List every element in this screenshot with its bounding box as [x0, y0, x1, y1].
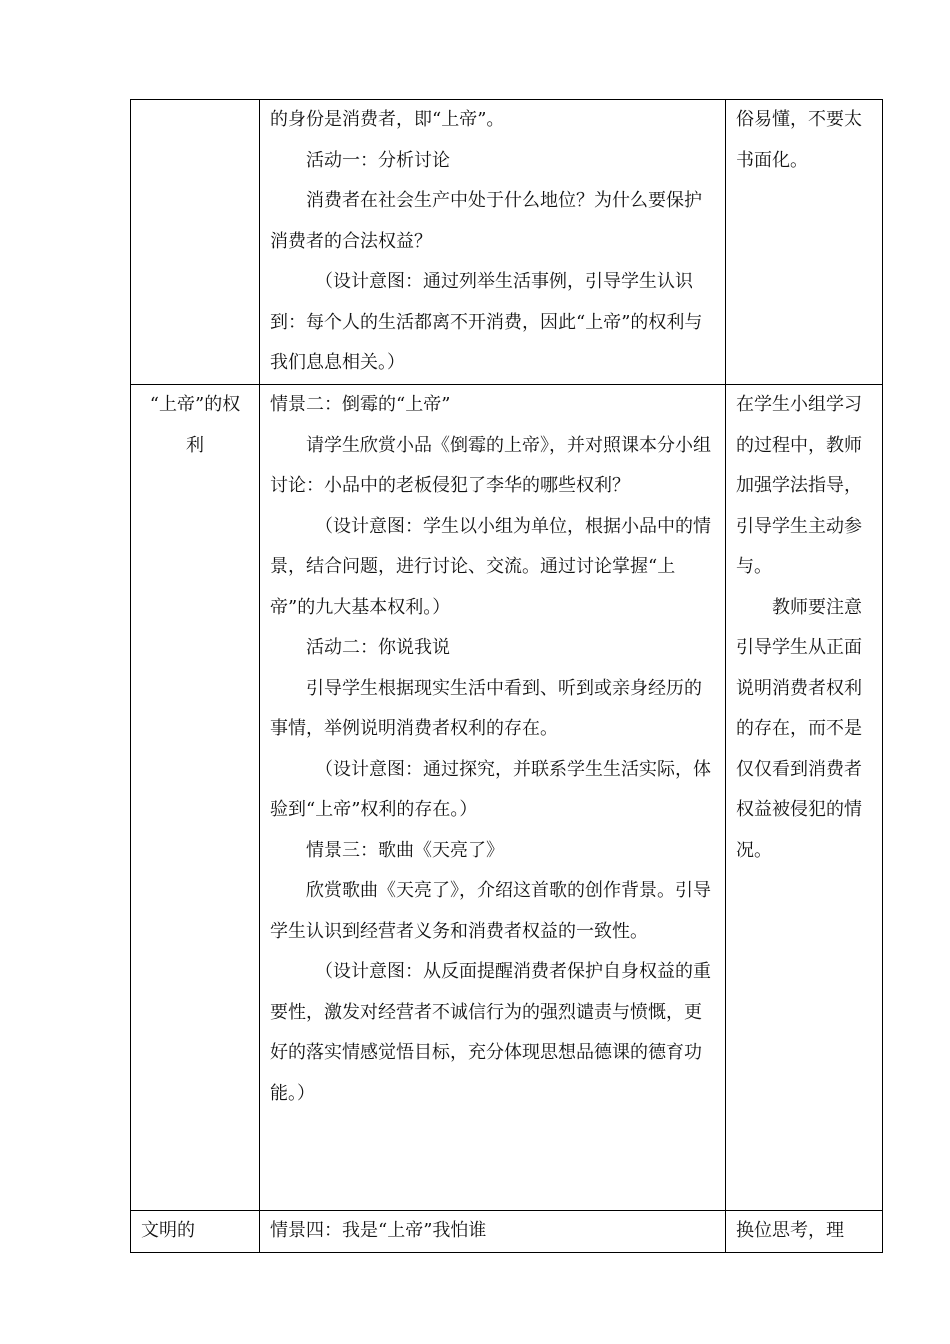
note-cell [726, 385, 883, 1211]
scenario-heading: 情景四：我是“上帝”我怕谁 [270, 1220, 487, 1241]
content-paragraph: 引导学生根据现实生活中看到、听到或亲身经历的事情，举例说明消费者权利的存在。 [270, 677, 702, 739]
note-paragraph: 俗易懂，不要太书面化。 [736, 109, 862, 171]
topic-cell: “上帝”的权利 [131, 385, 260, 1211]
scenario-heading: 情景三：歌曲《天亮了》 [306, 839, 504, 861]
design-intent-paragraph: （设计意图：从反面提醒消费者保护自身权益的重要性，激发对经营者不诚信行为的强烈谴责与愤慨，更好的落实情感觉悟目标，充分体现思想品德课的德育功能。） [270, 961, 711, 1104]
table-row [131, 1211, 883, 1253]
note-cell [726, 1211, 883, 1253]
note-paragraph: 教师要注意引导学生从正面说明消费者权利的存在，而不是仅仅看到消费者权益被侵犯的情况。 [736, 596, 862, 861]
topic-cell [131, 100, 260, 385]
content-paragraph: 活动一：分析讨论 [306, 149, 450, 171]
content-paragraph: 的身份是消费者，即“上帝”。 [270, 109, 505, 130]
design-intent-paragraph: （设计意图：学生以小组为单位，根据小品中的情景，结合问题，进行讨论、交流。通过讨论掌握“上帝”的九大基本权利。） [270, 515, 711, 618]
content-paragraph: 请学生欣赏小品《倒霉的上帝》，并对照课本分小组讨论：小品中的老板侵犯了李华的哪些权利？ [270, 434, 711, 496]
content-cell [260, 1211, 726, 1253]
lesson-plan-table [130, 99, 883, 1253]
note-paragraph: 在学生小组学习的过程中，教师加强学法指导，引导学生主动参与。 [736, 394, 862, 577]
scenario-heading: 情景二：倒霉的“上帝” [270, 394, 451, 415]
content-cell [260, 385, 726, 1211]
content-paragraph: 欣赏歌曲《天亮了》，介绍这首歌的创作背景。引导学生认识到经营者义务和消费者权益的一致性。 [270, 880, 711, 942]
note-cell [726, 100, 883, 385]
content-paragraph: 消费者在社会生产中处于什么地位？为什么要保护消费者的合法权益？ [270, 190, 702, 252]
topic-cell: 文明的 [131, 1211, 260, 1253]
note-paragraph: 换位思考，理 [736, 1220, 844, 1241]
content-cell [260, 100, 726, 385]
activity-heading: 活动二：你说我说 [306, 637, 450, 658]
design-intent-paragraph: （设计意图：通过列举生活事例，引导学生认识到：每个人的生活都离不开消费，因此“上帝”的权利与我们息息相关。） [270, 271, 703, 373]
table-row [131, 385, 883, 1211]
design-intent-paragraph: （设计意图：通过探究，并联系学生生活实际，体验到“上帝”权利的存在。） [270, 758, 711, 820]
table-row [131, 100, 883, 385]
